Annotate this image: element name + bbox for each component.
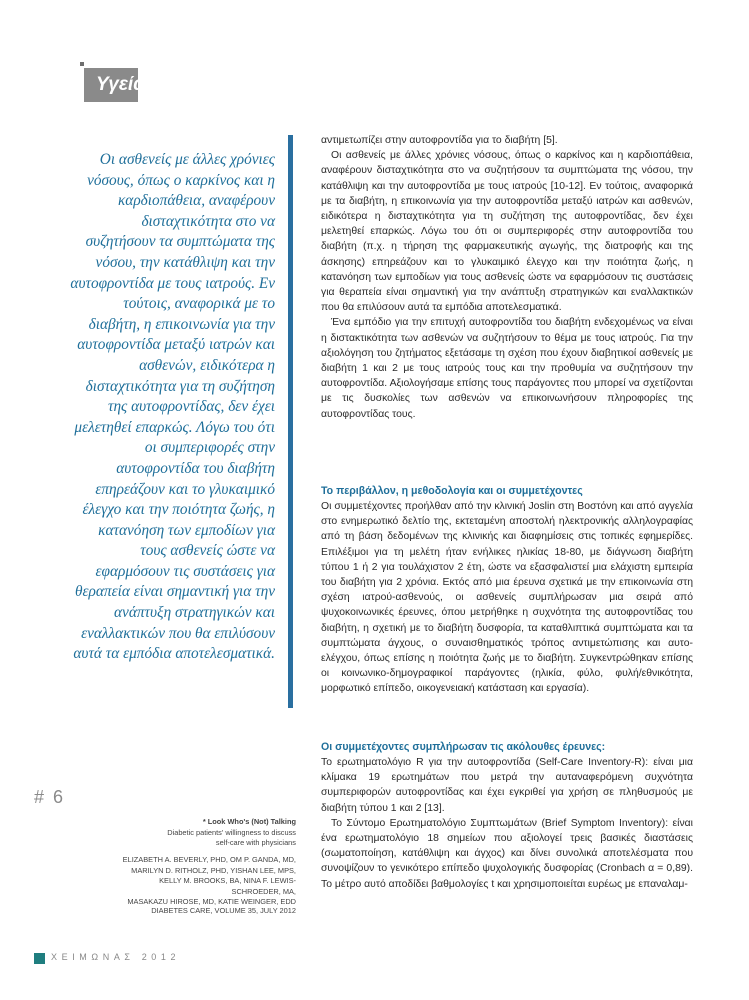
reference-block <box>118 817 296 849</box>
body-paragraph: Οι ασθενείς με άλλες χρόνιες νόσους, όπως ο καρκίνος και η καρδιοπάθεια, αναφέρουν δισταχτικότητα στο να συζητήσουν τα συμπτώματα της νόσου, την κατάθλιψη και την αυτοφροντίδα με τους ιατρούς [10-12]. Εν τούτοις, αναφορικά με τα διαβήτη, η επικοινωνία για την αυτοφροντίδα μεταξύ ιατρών και ασθενών, ειδικότερα η δισταχτικότητα για τη συζήτηση της αυτοφροντίδας, δεν έχει μελετηθεί επαρκώς. Λόγω του ότι οι συμπεριφορές στην αυτοφροντίδα του διαβήτη (π.χ. η τήρηση της φαρμακευτικής αγωγής, της διατροφής και της άσκησης) επηρεάζουν και το γλυκαιμικό έλεγχο και την ποιότητα ζωής, η κατανόηση των εμποδίων για τους ασθενείς ώστε να εφαρμόσουν τις συστάσεις για θεραπεία είναι σημαντική για την ανάπτυξη στρατηγικών και εναλλακτικών που θα επιλύσουν αυτά τα εμπόδια αποτελεσματικά. <box>321 150 693 314</box>
footer-square-icon <box>34 953 45 964</box>
body-column-section <box>321 484 693 697</box>
body-paragraph: Ένα εμπόδιο για την επιτυχή αυτοφροντίδα του διαβήτη ενδεχομένως να είναι η διστακτικότητα των ασθενών να συζητήσουν το θέμα με τους ιατρούς. Για την αξιολόγηση του ζητήματος εξετάσαμε τη σχέση που έχουν διαβητικοί ασθενείς με διαβήτη 1 και 2 με τους ιατρούς τους και την προθυμία να συζητήσουν την αυτοφροντίδα. Αξιολογήσαμε επίσης τους παράγοντες που μπορεί να σχετίζονται με τις δυσκολίες των ασθενών να επικοινωνήσουν πληροφορίες της αυτοφροντίδας τους. <box>321 317 693 420</box>
section-heading: Το περιβάλλον, η μεθοδολογία και οι συμμετέχοντες <box>321 485 583 497</box>
reference-title: * Look Who's (Not) Talking <box>202 817 296 826</box>
body-paragraph: Οι συμμετέχοντες προήλθαν από την κλινική Joslin στη Βοστόνη και από αγγελία στο ενημερωτικό δελτίο της, εκτεταμένη αποστολή ηλεκτρονικής αλληλογραφίας από τη βάση δεδομένων της κλινικής και διαφημίσεις στις τοπικές εφημερίδες. Επιλέξιμοι για τη μελέτη ήταν ενήλικες ηλικίας 18-80, με διάγνωση διαβήτη τύπου 1 ή 2 για τουλάχιστον 2 έτη, ώστε να εξασφαλιστεί μια ελάχιστη εμπειρία του διαβήτη για 2 χρόνια. Εκτός από μια έρευνα σχετικά με την επικοινωνία στη σχέση ιατρού-ασθενούς, οι ασθενείς συμπλήρωσαν μια σειρά από ψυχοκοινωνικές έρευνες, όπου μετρήθηκε η συχνότητα της αυτοφροντίδας του διαβήτη, η σχετική με το διαβήτη δυσφορία, τα καταθλιπτικά συμπτώματα και τα συμπτώματα άγχους, ο συναισθηματικός τρόπος αντιμετώπισης και αυτο-ελέγχου, όπως επίσης η ποιότητα ζωής με το διαβήτη. Συγκεντρώθηκαν επίσης οι κοινωνικο-δημογραφικοί παράγοντες (ηλικία, φύλο, φυλή/εθνικότητα, μορφωτικό επίπεδο, οικογενειακή κατάσταση και εργασία). <box>321 501 693 695</box>
reference-author-line: ELIZABETH A. BEVERLY, PHD, OM P. GANDA, MD, <box>122 855 296 864</box>
reference-author-line: MARILYN D. RITHOLZ, PHD, YISHAN LEE, MPS, <box>131 865 296 875</box>
reference-source: DIABETES CARE, VOLUME 35, JULY 2012 <box>151 906 296 915</box>
body-paragraph: Το Σύντομο Ερωτηματολόγιο Συμπτωμάτων (Brief Symptom Inventory): είναι ένα ερωτηματολόγιο 18 σημείων που αξιολογεί τρεις βασικές διαστάσεις (σωματοποίηση, κατάθλιψη και άγχος) και δίνει συνολικά αποτελέσματα που συνοψίζουν το γενικότερο επίπεδο ψυχολογικής δυσφορίας (Cronbach α = 0,89). Το μέτρο αυτό αποδίδει βαθμολογίες t και χρησιμοποιείται ευρέως με επαναλαμ- <box>321 817 693 890</box>
page-number: # 6 <box>34 787 66 807</box>
reference-author-line: MASAKAZU HIROSE, MD, KATIE WEINGER, EDD <box>127 897 296 907</box>
body-column <box>321 133 693 422</box>
reference-authors <box>118 855 296 908</box>
body-column-surveys <box>321 740 693 892</box>
column-divider <box>288 135 293 708</box>
reference-author-line: KELLY M. BROOKS, BA, NINA F. LEWIS-SCHROEDER, MA, <box>159 876 296 896</box>
reference-subtitle: Diabetic patients' willingness to discuss <box>167 827 296 837</box>
footer-issue-label: ΧΕΙΜΩΝΑΣ 2012 <box>51 952 181 962</box>
body-paragraph: Το ερωτηματολόγιο R για την αυτοφροντίδα (Self-Care Inventory-R): είναι μια κλίμακα 19 ερωτημάτων που μετρά την αυταναφερόμενη συχνότητα συμπεριφορών αυτοφροντίδας και έχει εγκριθεί για χρήση σε πληθυσμούς με διαβήτη τύπου 1 και 2 [13]. <box>321 757 693 814</box>
section-tab-marker <box>80 62 84 66</box>
pull-quote: Οι ασθενείς με άλλες χρόνιες νόσους, όπως ο καρκίνος και η καρδιοπάθεια, αναφέρουν δισταχτικότητα στο να συζητήσουν τα συμπτώματα της νόσου, την κατάθλιψη και την αυτοφροντίδα με τους ιατρούς. Εν τούτοις, αναφορικά με το διαβήτη, η επικοινωνία για την αυτοφροντίδα μεταξύ ιατρών και ασθενών, ειδικότερα η δισταχτικότητα για τη συζήτηση της αυτοφροντίδας, δεν έχει μελετηθεί επαρκώς. Λόγω του ότι οι συμπεριφορές στην αυτοφροντίδα του διαβήτη επηρεάζουν και το γλυκαιμικό έλεγχο και την ποιότητα ζωής, η κατανόηση των εμποδίων για τους ασθενείς ώστε να εφαρμόσουν τις συστάσεις για θεραπεία είναι σημαντική για την ανάπτυξη στρατηγικών και εναλλακτικών που θα επιλύσουν αυτά τα εμπόδια αποτελεσματικά. <box>70 151 275 663</box>
section-heading: Οι συμμετέχοντες συμπλήρωσαν τις ακόλουθες έρευνες: <box>321 741 606 753</box>
reference-subtitle: self-care with physicians <box>215 838 296 848</box>
body-paragraph: αντιμετωπίζει στην αυτοφροντίδα για το διαβήτη [5]. <box>321 135 558 146</box>
section-label: Υγεία <box>84 68 138 102</box>
